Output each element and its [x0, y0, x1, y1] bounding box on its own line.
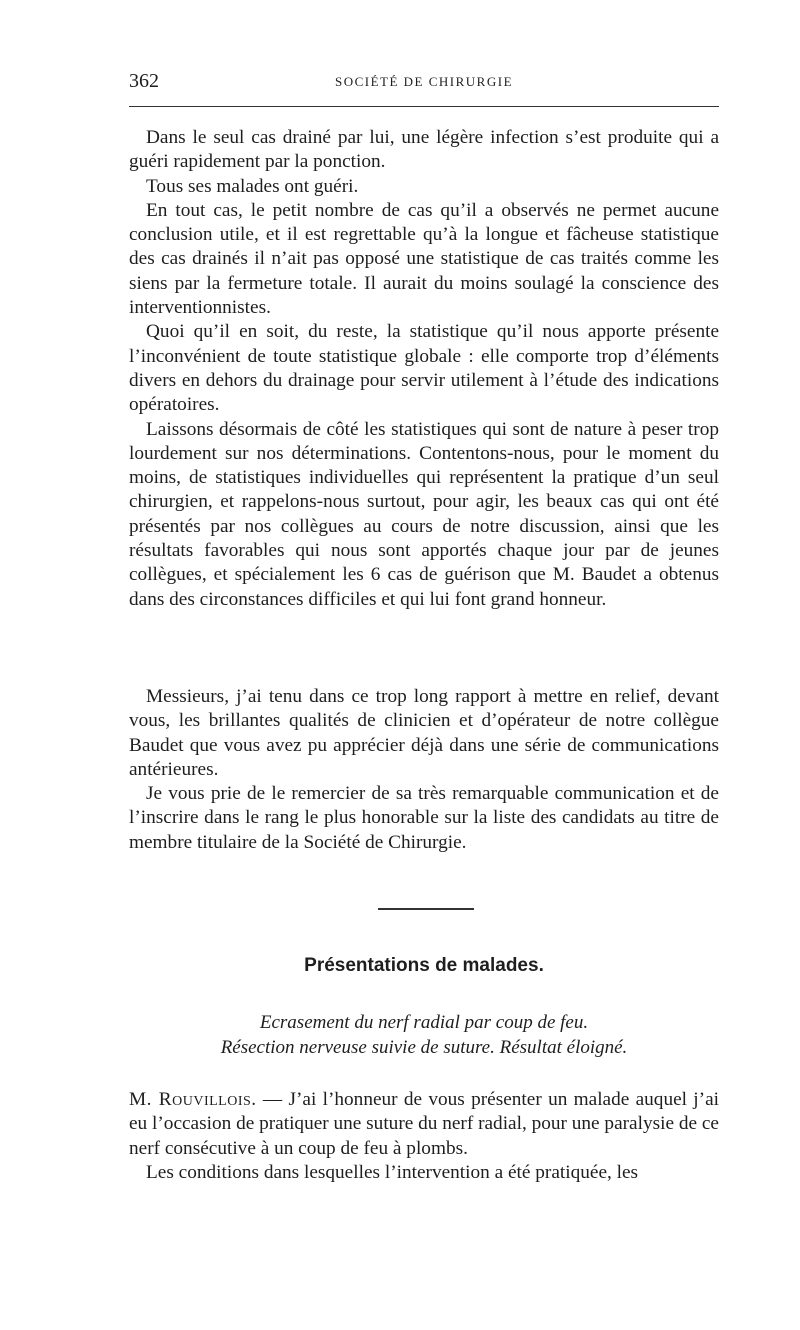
running-title: SOCIÉTÉ DE CHIRURGIE — [334, 74, 514, 89]
page-number: 362 — [129, 70, 159, 92]
paragraph: Les conditions dans lesquelles l’intervention a été pratiquée, les — [146, 1161, 639, 1183]
section-divider — [378, 908, 474, 910]
paragraph: Dans le seul cas drainé par lui, une légère infection s’est produite qui a guéri rapidement par la ponction. — [129, 127, 719, 173]
page-header — [129, 70, 719, 96]
paragraph: En tout cas, le petit nombre de cas qu’il a observés ne permet aucune conclusion utile, et il est regrettable qu’à la longue et fâcheuse statistique des cas drainés il n’ait pas opposé une statistique de cas traités comme les siens par la fermeture totale. Il aurait du moins soulagé la conscience des interventionnistes. — [129, 199, 719, 319]
paragraph: Laissons désormais de côté les statistiques qui sont de nature à peser trop lourdement sur nos déterminations. Contentons-nous, pour le moment du moins, de statistiques individuelles qui représentent la pratique d’un seul chirurgien, et rappelons-nous surtout, pour agir, les beaux cas qui ont été présentés par nos collègues au cours de notre discussion, ainsi que les résultats favorables qui nous sont apportés chaque jour par de jeunes collègues, et spécialement les 6 cas de guérison que M. Baudet a obtenus dans des circonstances difficiles et qui lui font grand honneur. — [129, 418, 719, 610]
paragraph: Je vous prie de le remercier de sa très remarquable communication et de l’inscrire dans le rang le plus honorable sur la liste des candidats au titre de membre titulaire de la Société de Chirurgie. — [129, 783, 719, 853]
paragraph: Tous ses malades ont guéri. — [146, 175, 359, 197]
section-title: Présentations de malades. — [304, 955, 544, 976]
paragraph: Quoi qu’il en soit, du reste, la statistique qu’il nous apporte présente l’inconvénient de toute statistique globale : elle comporte trop d’éléments divers en dehors du drainage pour servir utilement à l’étude des indications opératoires. — [129, 321, 719, 416]
header-rule — [129, 106, 719, 107]
closing-remarks-text — [129, 685, 719, 855]
paragraph: Messieurs, j’ai tenu dans ce trop long rapport à mettre en relief, devant vous, les brillantes qualités de clinicien et d’opérateur de notre collègue Baudet que vous avez pu apprécier déjà dans une série de communications antérieures. — [129, 686, 719, 780]
speaker-name: M. Rouvillois. — [129, 1089, 257, 1110]
presentation-paragraph — [129, 1088, 719, 1161]
presentation-text — [129, 1088, 719, 1185]
case-subtitle-line-2: Résection nerveuse suivie de suture. Résultat éloigné. — [220, 1037, 628, 1058]
presentation-body: — J’ai l’honneur de vous présenter un malade auquel j’ai eu l’occasion de pratiquer une suture du nerf radial, pour une paralysie de ce nerf consécutive à un coup de feu à plombs. — [129, 1089, 719, 1159]
report-conclusion-text — [129, 126, 719, 612]
case-subtitle-line-1: Ecrasement du nerf radial par coup de feu. — [259, 1012, 589, 1033]
